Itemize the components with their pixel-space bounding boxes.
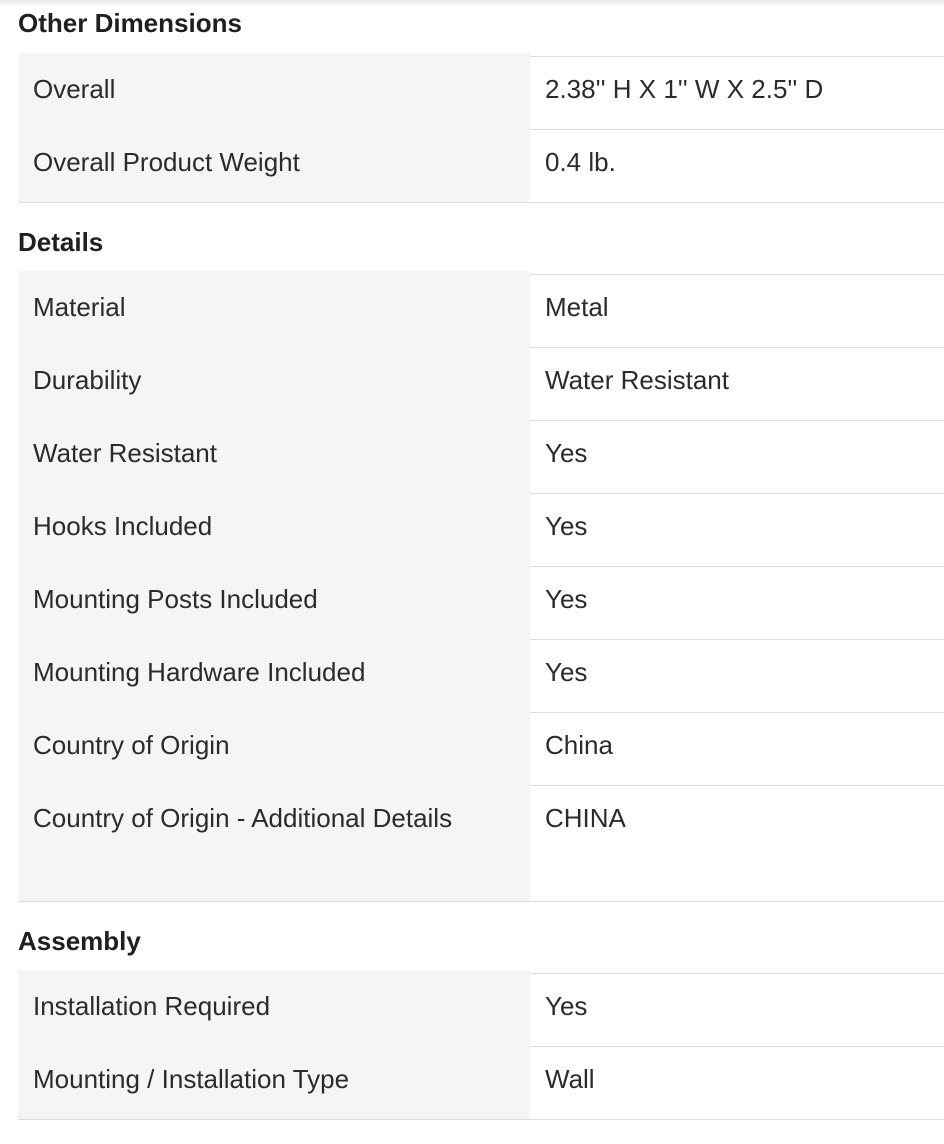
spec-row-installation-required xyxy=(18,974,944,1047)
spec-label: Installation Required xyxy=(18,970,530,1046)
spec-row-mounting-hardware-included xyxy=(18,640,944,713)
spec-row-country-of-origin-additional-details xyxy=(18,786,944,902)
spec-label: Mounting Hardware Included xyxy=(18,636,530,712)
spec-row-durability xyxy=(18,348,944,421)
spec-value: Yes xyxy=(545,511,588,541)
specifications-table xyxy=(18,0,944,1120)
spec-row-mounting-posts-included xyxy=(18,567,944,640)
spec-row-water-resistant xyxy=(18,421,944,494)
spec-value: China xyxy=(545,730,613,760)
spec-value: Yes xyxy=(545,657,588,687)
section-title-other-dimensions: Other Dimensions xyxy=(18,0,944,57)
spec-row-overall xyxy=(18,57,944,130)
spec-value: CHINA xyxy=(545,803,626,833)
spec-row-overall-product-weight xyxy=(18,130,944,203)
section-title-details: Details xyxy=(18,203,944,275)
spec-value: Water Resistant xyxy=(545,365,729,395)
spec-value: 2.38'' H X 1'' W X 2.5'' D xyxy=(545,74,824,104)
spec-row-hooks-included xyxy=(18,494,944,567)
spec-value: 0.4 lb. xyxy=(545,147,616,177)
spec-label: Mounting Posts Included xyxy=(18,563,530,639)
spec-row-country-of-origin xyxy=(18,713,944,786)
spec-label: Durability xyxy=(18,344,530,420)
spec-label: Hooks Included xyxy=(18,490,530,566)
spec-label: Material xyxy=(18,271,530,347)
spec-row-mounting-installation-type xyxy=(18,1047,944,1120)
spec-value: Wall xyxy=(545,1064,595,1094)
spec-value: Yes xyxy=(545,584,588,614)
spec-label: Country of Origin xyxy=(18,709,530,785)
spec-label: Overall Product Weight xyxy=(18,126,530,202)
spec-row-material xyxy=(18,275,944,348)
spec-value: Yes xyxy=(545,438,588,468)
spec-value: Metal xyxy=(545,292,609,322)
spec-label: Overall xyxy=(18,53,530,129)
spec-label: Water Resistant xyxy=(18,417,530,493)
section-title-assembly: Assembly xyxy=(18,902,944,974)
spec-value: Yes xyxy=(545,991,588,1021)
spec-label: Mounting / Installation Type xyxy=(18,1043,530,1119)
spec-label: Country of Origin - Additional Details xyxy=(18,782,530,901)
